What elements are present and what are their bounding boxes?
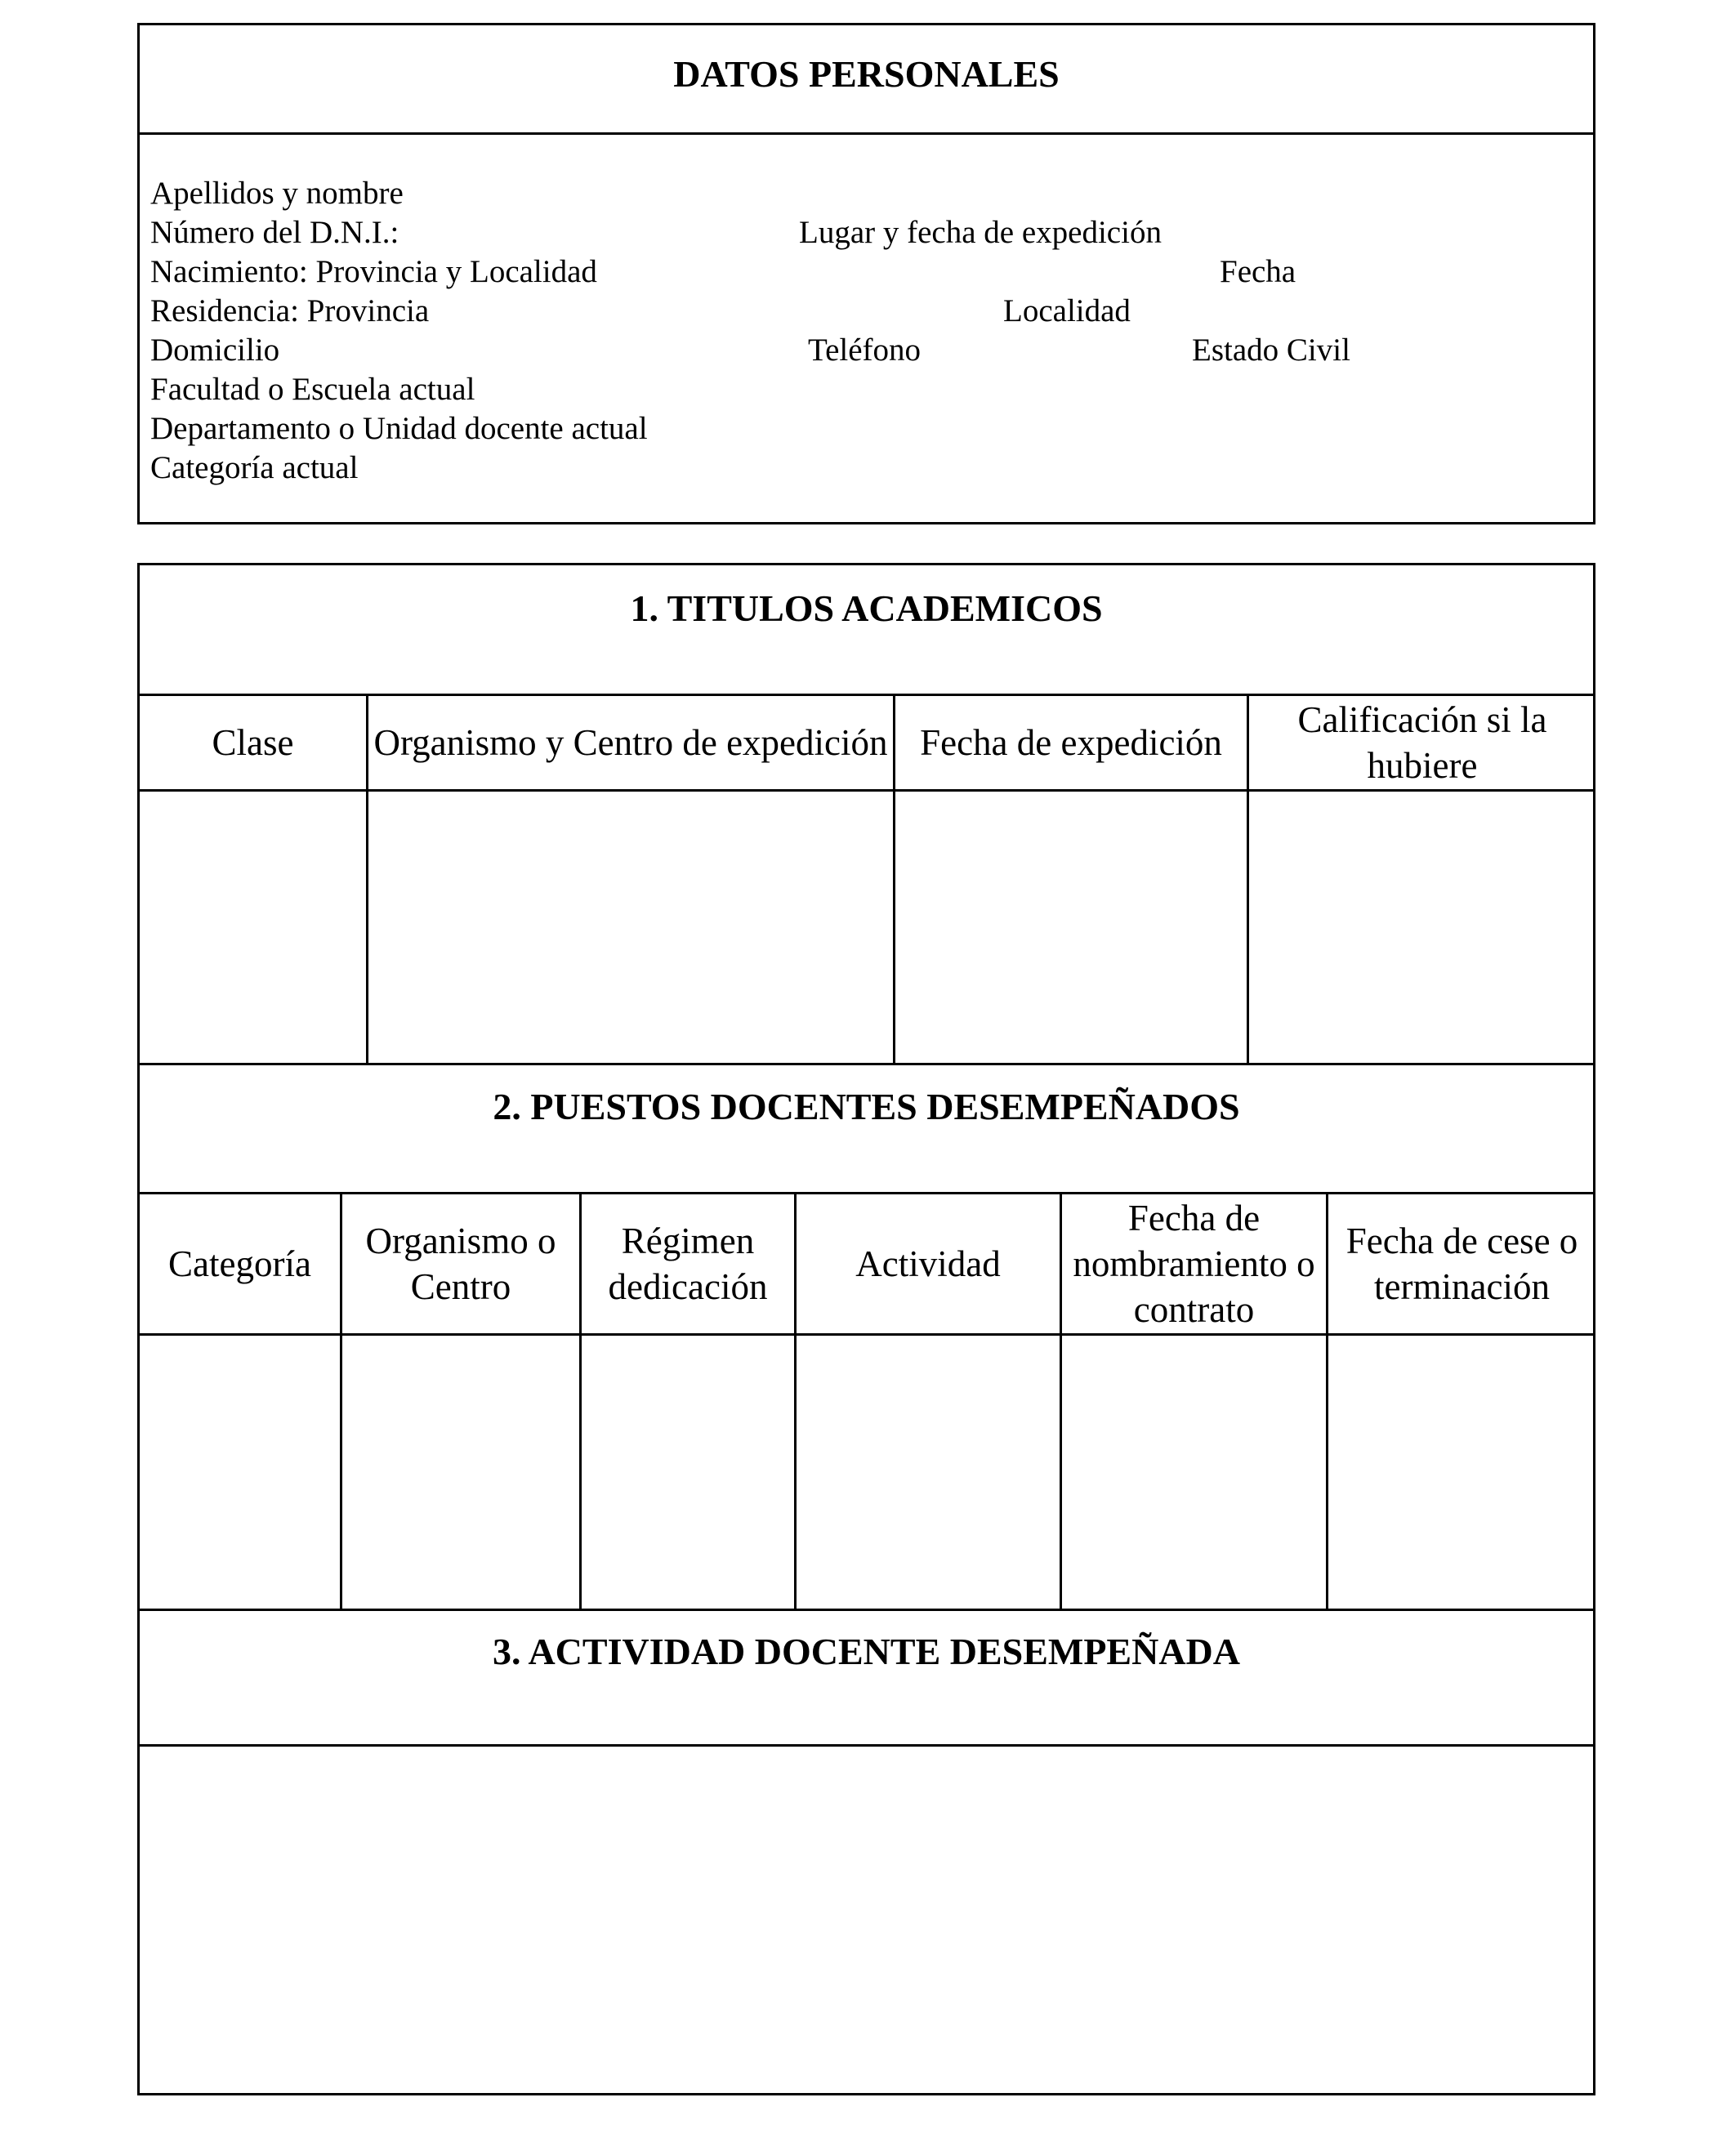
column-divider [579,1192,582,1611]
column-divider [340,1192,342,1611]
header-organismo-o-centro: Organismo o Centro [365,1220,556,1307]
field-domicilio: Domicilio [150,332,280,368]
field-categoria-actual: Categoría actual [150,450,359,485]
header-categoria: Categoría [168,1243,311,1284]
header-clase: Clase [212,721,294,763]
header-fecha-cese: Fecha de cese o terminación [1346,1220,1578,1307]
personal-data-title: DATOS PERSONALES [140,25,1593,135]
column-divider [893,694,895,1065]
divider [140,1609,1593,1611]
header-fecha-expedicion: Fecha de expedición [920,721,1222,763]
field-residencia: Residencia: Provincia [150,293,430,328]
field-lugar-fecha-expedicion: Lugar y fecha de expedición [799,215,1162,250]
header-fecha-nombramiento: Fecha de nombramiento o contrato [1073,1197,1315,1331]
column-divider [1326,1192,1328,1611]
section-actividad-title: 3. ACTIVIDAD DOCENTE DESEMPEÑADA [493,1631,1240,1672]
header-calificacion: Calificación si la hubiere [1297,698,1547,786]
field-localidad: Localidad [1003,293,1131,328]
actividad-blank-area [140,1747,1593,2093]
field-departamento: Departamento o Unidad docente actual [150,411,648,446]
column-divider [1247,694,1249,1065]
personal-data-box [137,23,1595,524]
divider [140,789,1593,792]
field-nacimiento: Nacimiento: Provincia y Localidad [150,254,597,289]
header-organismo-centro: Organismo y Centro de expedición [373,721,888,763]
section-puestos-title: 2. PUESTOS DOCENTES DESEMPEÑADOS [493,1086,1240,1127]
divider [140,1063,1593,1065]
academic-record-table [137,563,1595,2095]
column-divider [366,694,368,1065]
column-divider [794,1192,797,1611]
field-estado-civil: Estado Civil [1192,332,1350,368]
field-facultad: Facultad o Escuela actual [150,372,475,407]
field-apellidos: Apellidos y nombre [150,176,404,211]
divider [140,1333,1593,1336]
column-divider [1060,1192,1062,1611]
field-dni: Número del D.N.I.: [150,215,399,250]
section-titulos-title: 1. TITULOS ACADEMICOS [630,587,1103,629]
header-regimen-dedicacion: Régimen dedicación [608,1220,768,1307]
field-fecha: Fecha [1220,254,1296,289]
field-telefono: Teléfono [808,332,922,368]
header-actividad: Actividad [855,1243,1001,1284]
